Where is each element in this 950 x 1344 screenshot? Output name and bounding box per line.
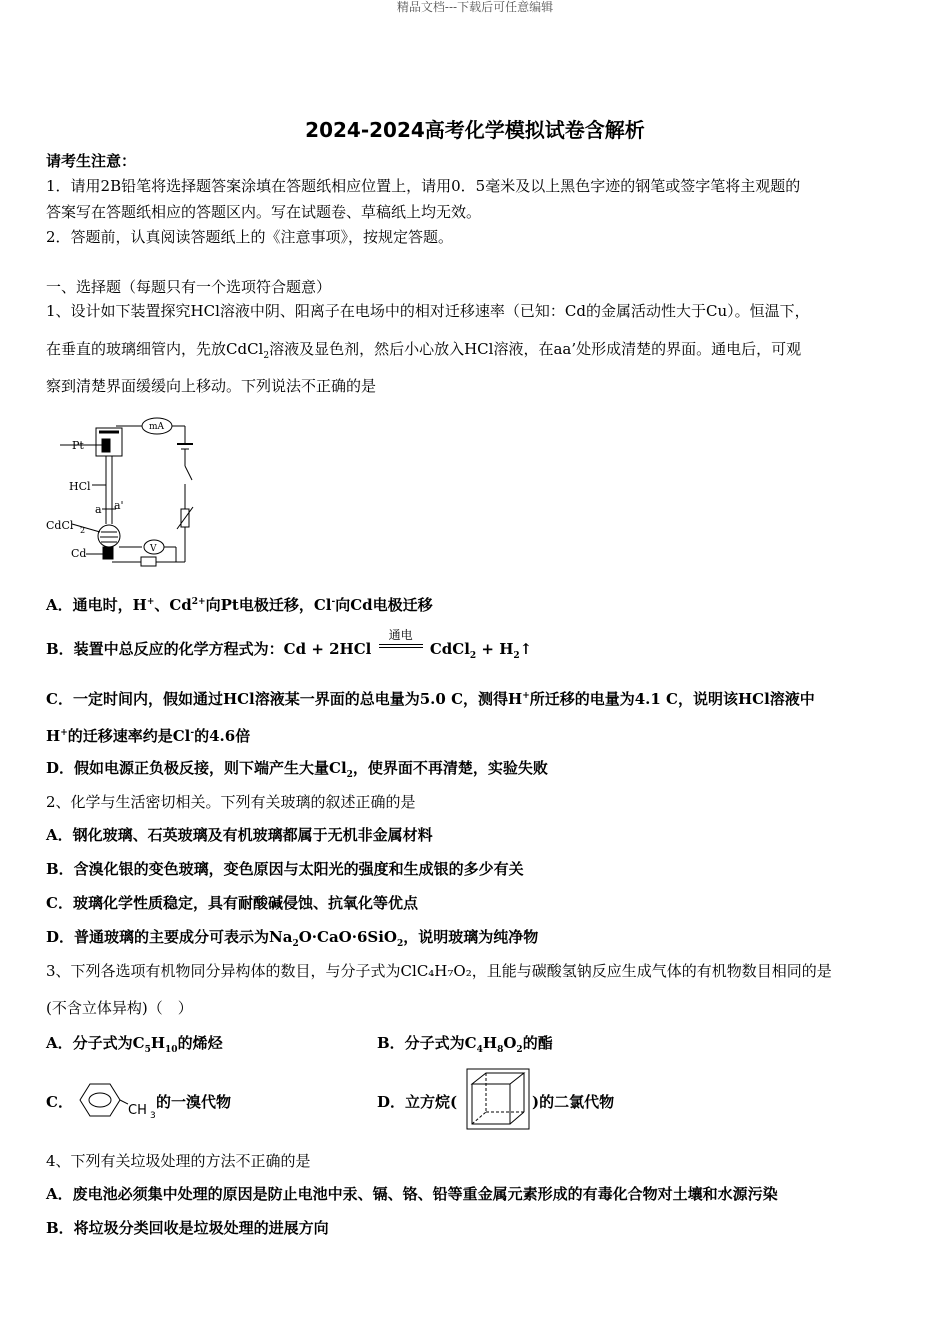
notice-item-1-line-2: 答案写在答题纸相应的答题区内。写在试题卷、草稿纸上均无效。 bbox=[46, 203, 482, 221]
q4-stem: 4、下列有关垃圾处理的方法不正确的是 bbox=[46, 1152, 311, 1170]
q2-option-c: C．玻璃化学性质稳定，具有耐酸碱侵蚀、抗氧化等优点 bbox=[46, 894, 418, 912]
toluene-structure bbox=[72, 1080, 156, 1120]
q1-stem-line-1: 1、设计如下装置探究HCl溶液中阴、阳离子在电场中的相对迁移速率（已知：Cd的金属活动性大于Cu）。恒温下， bbox=[46, 302, 810, 320]
fig-label-v: V bbox=[150, 544, 157, 554]
notice-item-2: 2．答题前，认真阅读答题纸上的《注意事项》，按规定答题。 bbox=[46, 228, 454, 246]
reaction-condition: 通电 bbox=[388, 628, 413, 642]
q3-option-c-text: 的一溴代物 bbox=[156, 1093, 232, 1111]
q3-option-d-label: D．立方烷( bbox=[377, 1093, 458, 1111]
q1-stem-line-3: 察到清楚界面缓缓向上移动。下列说法不正确的是 bbox=[46, 377, 377, 395]
q3-option-a: A．分子式为$C_5H_{10}$的烯烃 bbox=[46, 1034, 223, 1055]
fig-label-hcl: HCl bbox=[69, 480, 91, 493]
q3-option-b: B．分子式为$C_4H_8O_2$的酯 bbox=[377, 1034, 553, 1055]
q1-option-a: A．通电时，H+、$Cd^{2+}$向Pt电极迁移，Cl-向Cd电极迁移 bbox=[46, 596, 433, 614]
electrolysis-apparatus-diagram bbox=[44, 414, 204, 574]
page-header: 精品文档---下载后可任意编辑 bbox=[396, 0, 554, 14]
q2-option-a: A．钢化玻璃、石英玻璃及有机玻璃都属于无机非金属材料 bbox=[46, 826, 433, 844]
fig-label-ma: mA bbox=[149, 422, 165, 432]
q1-stem-line-2: 在垂直的玻璃细管内，先放CdCl$_2$溶液及显色剂，然后小心放入HCl溶液，在aa’处形成清楚的界面。通电后，可观 bbox=[46, 340, 802, 361]
q3-option-c-label: C． bbox=[46, 1093, 73, 1111]
notice-item-1-line-1: 1．请用2B铅笔将选择题答案涂填在答题纸相应位置上，请用0．5毫米及以上黑色字迹的钢笔或签字笔将主观题的 bbox=[46, 177, 801, 195]
cubane-structure bbox=[466, 1068, 530, 1130]
q1-option-b: B．装置中总反应的化学方程式为：Cd + 2HCl 通电 CdCl$_2$ + $H_2↑$ bbox=[46, 639, 532, 666]
fig-label-pt: Pt bbox=[72, 439, 84, 452]
q3-stem-line-1: 3、下列各选项有机物同分异构体的数目，与分子式为ClC₄H₇O₂，且能与碳酸氢钠反应生成气体的有机物数目相同的是 bbox=[46, 962, 832, 980]
q1-option-d: D．假如电源正负极反接，则下端产生大量$Cl_2$，使界面不再清楚，实验失败 bbox=[46, 759, 548, 780]
q1-option-c-line-2: H+的迁移速率约是Cl-的4.6倍 bbox=[46, 727, 251, 745]
page-title: 2024-2024高考化学模拟试卷含解析 bbox=[305, 118, 645, 142]
fig-label-a: a bbox=[95, 503, 102, 516]
section-heading: 一、选择题（每题只有一个选项符合题意） bbox=[46, 278, 332, 296]
svg-text:2: 2 bbox=[80, 526, 86, 535]
svg-text:3: 3 bbox=[150, 1111, 156, 1120]
fig-label-cdcl2: CdCl bbox=[46, 519, 74, 532]
q3-stem-line-2: (不含立体异构)（ ） bbox=[46, 999, 193, 1017]
q4-option-a: A．废电池必须集中处理的原因是防止电池中汞、镉、铬、铅等重金属元素形成的有毒化合物对土壤和水源污染 bbox=[46, 1185, 778, 1203]
fig-label-cd: Cd bbox=[71, 547, 87, 560]
q2-option-b: B．含溴化银的变色玻璃，变色原因与太阳光的强度和生成银的多少有关 bbox=[46, 860, 524, 878]
notice-heading: 请考生注意： bbox=[46, 152, 137, 170]
q1-option-c-line-1: C．一定时间内，假如通过HCl溶液某一界面的总电量为5.0 C，测得H+所迁移的电量为4.1 C，说明该HCl溶液中 bbox=[46, 690, 815, 708]
methyl-label: CH bbox=[128, 1103, 147, 1118]
q3-option-d-text: )的二氯代物 bbox=[532, 1093, 615, 1111]
q4-option-b: B．将垃圾分类回收是垃圾处理的进展方向 bbox=[46, 1219, 329, 1237]
q2-option-d: D．普通玻璃的主要成分可表示为$Na_2O\cdot CaO\cdot 6SiO_2$，说明玻璃为纯净物 bbox=[46, 928, 539, 949]
fig-label-a-prime: a' bbox=[114, 499, 124, 512]
q2-stem: 2、化学与生活密切相关。下列有关玻璃的叙述正确的是 bbox=[46, 793, 416, 811]
